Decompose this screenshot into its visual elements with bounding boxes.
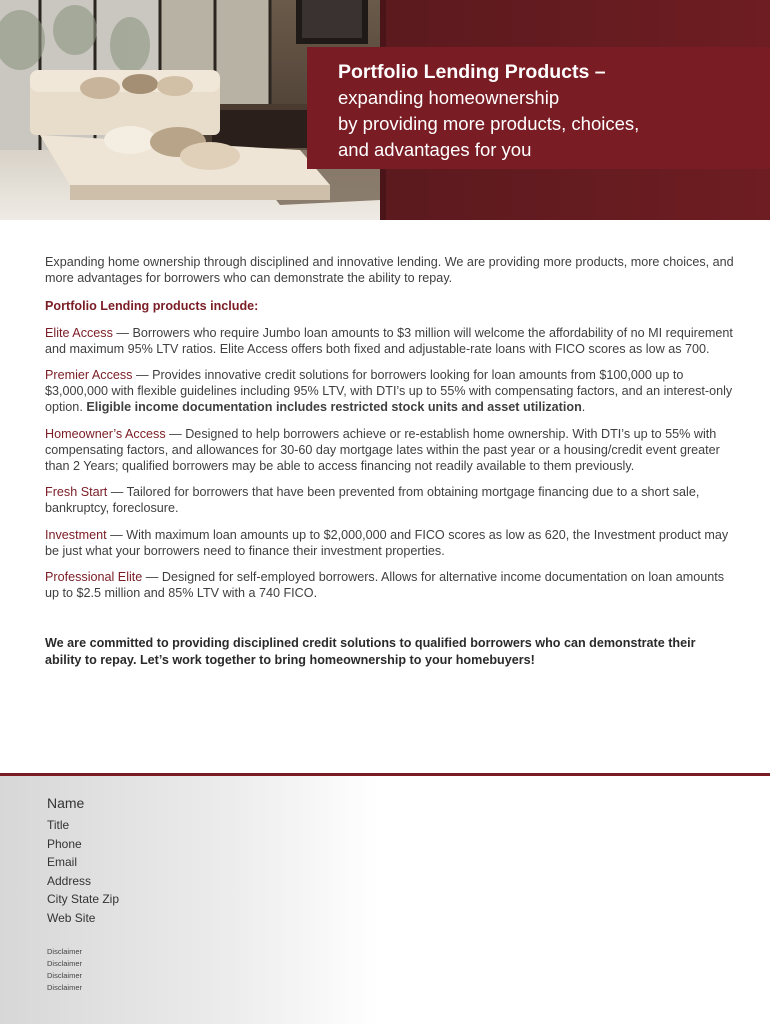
product-name: Investment (45, 527, 107, 542)
product-name: Elite Access (45, 325, 113, 340)
hero-subtitle-line-1: expanding homeownership (338, 87, 560, 108)
product-description: — With maximum loan amounts up to $2,000,000 and FICO scores as low as 620, the Investment product may be just what your borrowers need to finance their investment properties. (45, 527, 729, 558)
hero-subtitle-line-2: by providing more products, choices, (338, 113, 640, 134)
product-name: Homeowner’s Access (45, 426, 166, 441)
disclaimer-line: Disclaimer (47, 959, 83, 968)
product-highlight: Eligible income documentation includes restricted stock units and asset utilization (86, 400, 582, 415)
contact-title: Title (47, 818, 70, 832)
product-description: — Designed to help borrowers achieve or re-establish home ownership. With DTI’s up to 55% with compensating factors, and allowances for 30-60 day mortgage lates within the past year or a housing/credit event greater than 2 Years; qualified borrowers may be able to access financing not readily available to them previously. (45, 426, 720, 474)
product-elite-access (45, 325, 735, 357)
disclaimer-line: Disclaimer (47, 947, 83, 956)
contact-email: Email (47, 855, 78, 869)
hero-title: Portfolio Lending Products – (338, 61, 606, 83)
product-professional-elite (45, 569, 735, 601)
product-tail: . (581, 400, 586, 415)
hero-subtitle-line-3: and advantages for you (338, 139, 532, 160)
contact-city-state-zip: City State Zip (47, 892, 120, 906)
product-name: Fresh Start (45, 485, 108, 500)
disclaimer-line: Disclaimer (47, 971, 83, 980)
hero-banner (0, 0, 770, 220)
product-investment (45, 527, 735, 559)
product-premier-access (45, 367, 735, 416)
product-homeowners-access (45, 426, 735, 475)
closing-statement: We are committed to providing disciplined credit solutions to qualified borrowers who can demonstrate their ability to repay. Let’s work together to bring homeownership to your homebuyers! (45, 636, 696, 667)
disclaimer-block (47, 946, 82, 994)
contact-address: Address (47, 873, 92, 888)
hero-title-box (307, 47, 770, 169)
intro-paragraph: Expanding home ownership through disciplined and innovative lending. We are providing more products, more choices, and more advantages for borrowers who can demonstrate the ability to repay. (45, 255, 734, 286)
product-name: Professional Elite (45, 570, 143, 585)
product-name: Premier Access (45, 368, 133, 383)
product-fresh-start (45, 484, 735, 516)
contact-website: Web Site (47, 910, 96, 925)
product-description: — Designed for self-employed borrowers. Allows for alternative income documentation on loan amounts up to $2.5 million and 85% LTV with a 740 FICO. (45, 570, 725, 601)
product-description: — Tailored for borrowers that have been prevented from obtaining mortgage financing due to a short sale, bankruptcy, foreclosure. (45, 485, 700, 516)
contact-block (47, 795, 119, 927)
contact-phone: Phone (47, 836, 82, 851)
disclaimer-line: Disclaimer (47, 983, 83, 992)
footer (0, 773, 770, 1024)
body-content (45, 254, 735, 668)
product-description: — Provides innovative credit solutions for borrowers looking for loan amounts from $100,000 up to $3,000,000 with flexible guidelines including 95% LTV, with DTI’s up to 55% with compensating factors, and an interest-only option. (45, 368, 733, 415)
product-description: — Borrowers who require Jumbo loan amounts to $3 million will welcome the affordability of no MI requirement and maximum 95% LTV ratios. Elite Access offers both fixed and adjustable-rate loans with FICO scores as low as 700. (45, 325, 733, 356)
section-heading: Portfolio Lending products include: (45, 299, 259, 314)
contact-name: Name (47, 795, 85, 811)
